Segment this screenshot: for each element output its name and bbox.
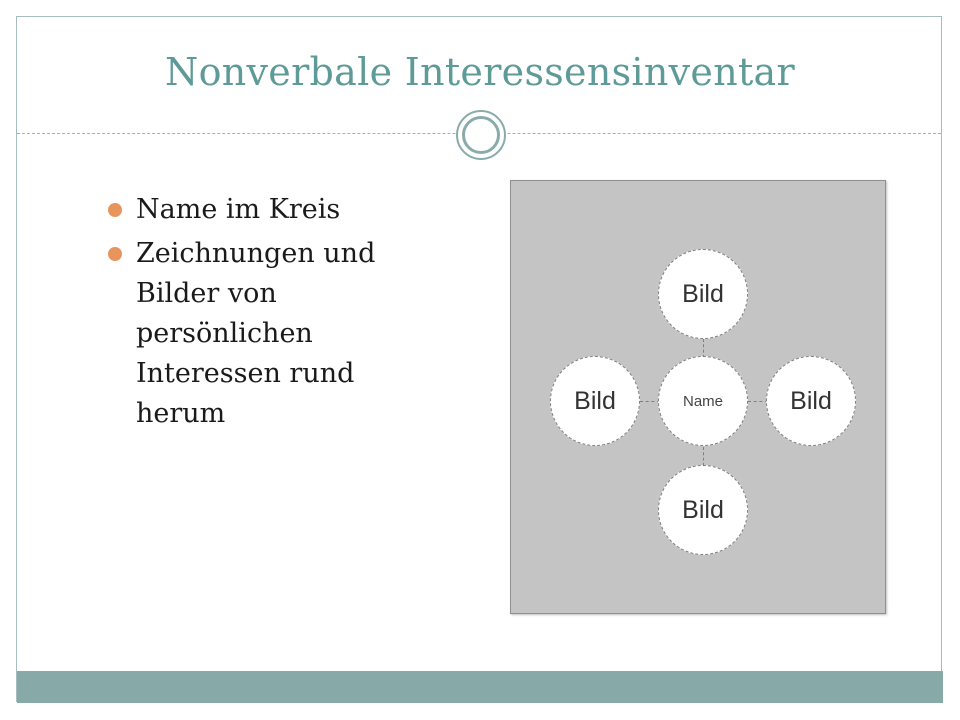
diagram-node-bottom: Bild — [658, 465, 748, 555]
diagram-node-center: Name — [658, 356, 748, 446]
radial-diagram — [510, 180, 886, 614]
bullet-dot-icon — [108, 203, 122, 217]
bullet-dot-icon — [108, 247, 122, 261]
bullet-text: Zeichnungen und Bilder von persönlichen Interessen rund herum — [136, 238, 376, 429]
footer-bar — [17, 671, 943, 703]
diagram-node-right: Bild — [766, 356, 856, 446]
bullet-text: Name im Kreis — [136, 194, 341, 225]
connector-right — [748, 401, 768, 402]
diagram-node-top: Bild — [658, 249, 748, 339]
slide-title: Nonverbale Interessensinventar — [165, 50, 795, 94]
diagram-node-left: Bild — [550, 356, 640, 446]
connector-left — [640, 401, 660, 402]
bullet-list — [108, 190, 438, 438]
bullet-item — [108, 234, 438, 434]
circle-ornament-icon — [456, 110, 506, 160]
bullet-item — [108, 190, 438, 230]
